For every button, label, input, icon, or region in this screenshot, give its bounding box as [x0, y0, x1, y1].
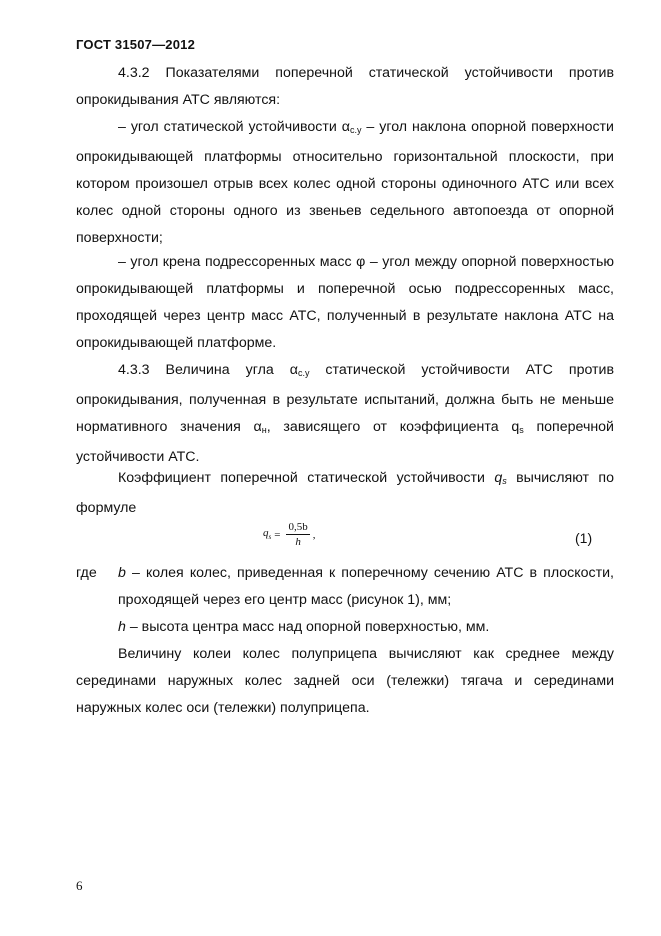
list-item-roll-angle: – угол крена подрессоренных масс φ – угол между опорной поверхностью опрокидывающей платформы и поперечной осью подрессоренных масс, проходящей через центр масс АТС, полученный в результате наклона АТС на опрокидывающей платформе.	[76, 254, 614, 351]
paragraph-4-3-3	[76, 357, 614, 471]
where-b-text: – колея колес, приведенная к поперечному сечению АТС в плоскости, проходящей через его центр масс (рисунок 1), мм;	[118, 565, 614, 608]
coef-qsub: s	[502, 476, 507, 486]
s433-mid: статической устойчивости АТС против опрокидывания, полученная в результате испытаний, должна быть не меньше нормативного значения α	[76, 362, 614, 435]
s433-sub3: s	[519, 425, 524, 435]
list-item-static-angle	[76, 114, 614, 252]
where-h-definition	[118, 619, 489, 635]
formula-lhs	[263, 527, 271, 541]
where-h-symbol: h	[118, 619, 126, 635]
formula-1	[263, 521, 315, 548]
coef-lead: Коэффициент поперечной статической устойчивости	[118, 470, 495, 486]
item1-rest: – угол наклона опорной поверхности опрокидывающей платформы относительно горизонтальной плоскости, при котором произошел отрыв всех колес одной стороны одиночного АТС или всех колес одной стороны одного из звеньев седельного автопоезда от опорной поверхности;	[76, 119, 614, 246]
formula-comma: ,	[312, 528, 316, 541]
formula-lhs-symbol: q	[263, 527, 269, 540]
s433-sub1: с.у	[297, 368, 310, 378]
where-b-definition	[118, 560, 614, 614]
coef-q: q	[494, 470, 503, 486]
paragraph-4-3-2: 4.3.2 Показателями поперечной статической устойчивости против опрокидывания АТС являются:	[76, 65, 614, 108]
where-h-text: – высота центра масс над опорной поверхностью, мм.	[125, 619, 490, 635]
coef-end: вычисляют по формуле	[76, 470, 615, 516]
paragraph-track-width: Величину колеи колес полуприцепа вычисляют как среднее между серединами наружных колес задней оси (тележки) тягача и серединами наружных колес оси (тележки) полуприцепа.	[76, 646, 614, 716]
page-number: 6	[76, 878, 83, 893]
s433-end: поперечной устойчивости АТС.	[76, 419, 614, 465]
where-label: где	[76, 565, 97, 581]
where-b-symbol: b	[118, 565, 126, 581]
formula-denominator: h	[295, 536, 301, 548]
s433-lead: 4.3.3 Величина угла α	[118, 362, 298, 378]
equation-number: (1)	[575, 530, 593, 546]
formula-equals: =	[274, 528, 281, 541]
formula-lhs-sub: s	[268, 533, 272, 542]
item1-sub: с.у	[349, 125, 362, 135]
s433-sub2: н	[261, 425, 267, 435]
paragraph-coefficient	[76, 465, 614, 522]
s433-mid2: , зависящего от коэффициента q	[266, 419, 520, 435]
document-header: ГОСТ 31507—2012	[76, 37, 195, 52]
item1-lead: – угол статической устойчивости α	[118, 119, 350, 135]
formula-numerator: 0,5b	[288, 521, 308, 533]
formula-fraction	[286, 521, 309, 548]
